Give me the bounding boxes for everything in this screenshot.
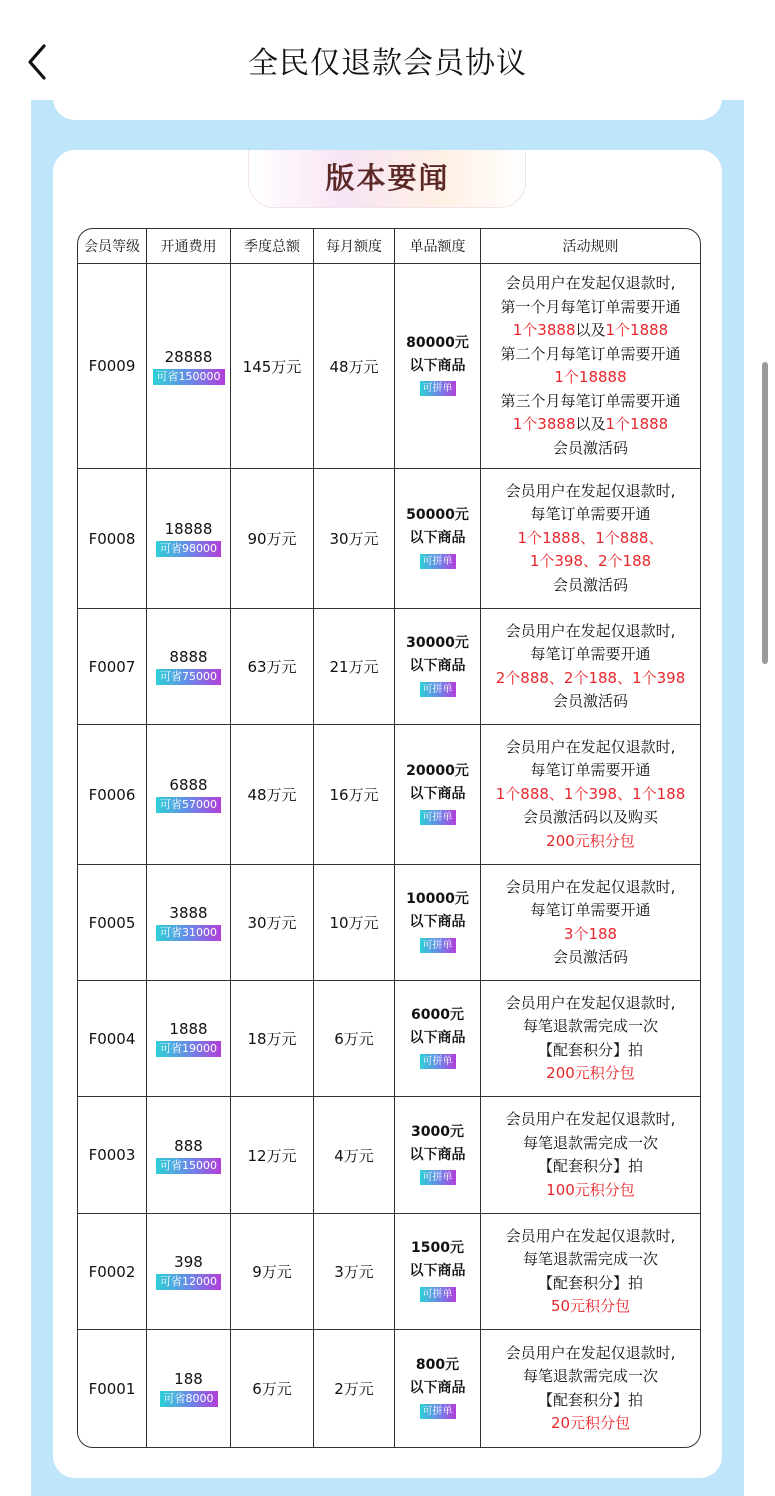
fee-value: 1888: [169, 1020, 208, 1038]
rule-line: [483, 923, 698, 947]
month-cell: 2万元: [314, 1330, 395, 1447]
rule-cell: [481, 1214, 700, 1330]
pin-badge: 可拼单: [420, 1404, 456, 1419]
fee-value: 18888: [164, 520, 213, 538]
rule-highlight: 100元积分包: [546, 1180, 635, 1199]
item-limit-label: 以下商品: [409, 1030, 466, 1046]
month-cell: 30万元: [314, 469, 395, 609]
rule-line: 会员用户在发起仅退款时,: [505, 621, 676, 640]
rule-line: 第二个月每笔订单需要开通: [500, 344, 681, 363]
quarter-cell: 18万元: [231, 981, 314, 1097]
rule-line: [483, 1412, 698, 1436]
table-row: [78, 1097, 700, 1214]
pin-badge: 可拼单: [420, 1054, 456, 1069]
rule-highlight: 50元积分包: [550, 1297, 631, 1315]
level-cell: F0002: [78, 1214, 147, 1330]
rule-cell: [481, 609, 700, 725]
rule-line: [483, 550, 698, 574]
fee-cell: [147, 1097, 231, 1214]
rule-line: [483, 413, 698, 437]
fee-value: 398: [174, 1253, 203, 1271]
table-header-row: [78, 229, 700, 264]
level-cell: F0004: [78, 981, 147, 1097]
rule-line: 每笔退款需完成一次: [522, 1250, 658, 1268]
item-limit-cell: [395, 609, 481, 725]
rule-line: 每笔退款需完成一次: [522, 1367, 658, 1385]
pin-badge: 可拼单: [420, 381, 456, 396]
item-limit-cell: [395, 1330, 481, 1447]
level-cell: F0001: [78, 1330, 147, 1447]
quarter-cell: 9万元: [231, 1214, 314, 1330]
rule-cell: [481, 1330, 700, 1447]
table-row: [78, 725, 700, 865]
save-badge: 可省19000: [156, 1041, 221, 1057]
item-limit-amount: 3000元: [411, 1123, 464, 1140]
quarter-cell: 12万元: [231, 1097, 314, 1214]
level-cell: F0003: [78, 1097, 147, 1214]
top-bar: [0, 0, 775, 100]
fee-cell: [147, 1214, 231, 1330]
rule-line: 会员激活码: [552, 438, 628, 457]
pin-badge: 可拼单: [420, 1170, 456, 1185]
rule-highlight: 200元积分包: [546, 1064, 635, 1082]
fee-value: 3888: [169, 904, 208, 922]
month-cell: 16万元: [314, 725, 395, 865]
item-limit-label: 以下商品: [409, 1380, 466, 1396]
table-row: [78, 981, 700, 1097]
section-title: 版本要闻: [325, 161, 450, 195]
table-row: [78, 1214, 700, 1330]
rule-line: [483, 1179, 698, 1203]
save-badge: 可省12000: [156, 1274, 221, 1290]
item-limit-amount: 6000元: [411, 1007, 464, 1023]
rule-text: 以及: [575, 321, 606, 339]
level-cell: F0006: [78, 725, 147, 865]
item-limit-amount: 1500元: [411, 1240, 464, 1256]
table-row: [78, 469, 700, 609]
rule-highlight: 1个1888、1个888、: [517, 528, 664, 547]
rule-line: 【配套积分】拍: [537, 1390, 643, 1409]
quarter-cell: 145万元: [231, 264, 314, 469]
rule-line: 每笔退款需完成一次: [522, 1017, 658, 1035]
fee-cell: [147, 725, 231, 865]
level-cell: F0007: [78, 609, 147, 725]
pin-badge: 可拼单: [420, 938, 456, 953]
rule-text: 以及: [575, 415, 606, 433]
rule-line: 会员用户在发起仅退款时,: [505, 877, 676, 896]
month-cell: 6万元: [314, 981, 395, 1097]
col-header-rules: 活动规则: [481, 229, 700, 264]
membership-table: [77, 228, 701, 1448]
rule-highlight: 1个18888: [554, 368, 627, 386]
rule-line: [483, 783, 698, 807]
item-limit-label: 以下商品: [409, 1263, 466, 1279]
item-limit-cell: [395, 725, 481, 865]
save-badge: 可省98000: [156, 541, 221, 557]
col-header-fee: 开通费用: [147, 229, 231, 264]
fee-value: 8888: [169, 648, 208, 666]
rule-line: 会员用户在发起仅退款时,: [505, 274, 676, 292]
rule-line: 会员激活码: [552, 692, 628, 710]
fee-cell: [147, 865, 231, 981]
quarter-cell: 30万元: [231, 865, 314, 981]
col-header-month: 每月额度: [314, 229, 395, 264]
rule-cell: [481, 981, 700, 1097]
item-limit-label: 以下商品: [409, 357, 466, 374]
col-header-item-limit: 单品额度: [395, 229, 481, 264]
rule-highlight: 1个1888: [605, 321, 669, 339]
item-limit-cell: [395, 1214, 481, 1330]
level-cell: F0008: [78, 469, 147, 609]
rule-line: 会员用户在发起仅退款时,: [505, 1110, 676, 1128]
rule-line: [483, 366, 698, 390]
rule-line: 每笔订单需要开通: [530, 645, 651, 663]
quarter-cell: 48万元: [231, 725, 314, 865]
item-limit-amount: 800元: [415, 1357, 460, 1373]
item-limit-amount: 50000元: [406, 507, 469, 523]
item-limit-cell: [395, 865, 481, 981]
item-limit-label: 以下商品: [409, 530, 466, 546]
rule-cell: [481, 469, 700, 609]
rule-highlight: 1个398、2个188: [529, 552, 652, 571]
rule-line: 会员激活码以及购买: [522, 808, 658, 827]
fee-value: 28888: [164, 347, 213, 366]
rule-line: 会员用户在发起仅退款时,: [505, 993, 676, 1012]
month-cell: 48万元: [314, 264, 395, 469]
month-cell: 21万元: [314, 609, 395, 725]
item-limit-label: 以下商品: [409, 658, 466, 674]
fee-cell: [147, 981, 231, 1097]
item-limit-amount: 80000元: [406, 334, 469, 351]
rule-line: 每笔退款需完成一次: [522, 1133, 658, 1152]
rule-line: 会员激活码: [552, 575, 628, 594]
save-badge: 可省31000: [156, 925, 221, 941]
rule-line: [483, 527, 698, 551]
fee-cell: [147, 1330, 231, 1447]
month-cell: 3万元: [314, 1214, 395, 1330]
item-limit-cell: [395, 469, 481, 609]
save-badge: 可省15000: [156, 1158, 221, 1174]
col-header-quarter: 季度总额: [231, 229, 314, 264]
rule-line: 会员激活码: [552, 948, 628, 966]
rule-line: 每笔订单需要开通: [530, 505, 651, 524]
rule-line: 每笔订单需要开通: [530, 901, 651, 919]
item-limit-cell: [395, 1097, 481, 1214]
quarter-cell: 90万元: [231, 469, 314, 609]
rule-line: [483, 830, 698, 854]
rule-cell: [481, 865, 700, 981]
rule-line: 第一个月每笔订单需要开通: [500, 297, 681, 316]
rule-highlight: 20元积分包: [550, 1414, 631, 1432]
table-row: [78, 264, 700, 469]
item-limit-amount: 10000元: [406, 891, 469, 907]
rule-cell: [481, 725, 700, 865]
page-title: 全民仅退款会员协议: [248, 46, 527, 81]
table-row: [78, 609, 700, 725]
item-limit-label: 以下商品: [409, 786, 466, 802]
fee-value: 188: [174, 1370, 203, 1388]
rule-line: 第三个月每笔订单需要开通: [500, 391, 681, 410]
rule-line: [483, 1062, 698, 1086]
rule-line: 【配套积分】拍: [537, 1040, 643, 1059]
rule-line: 会员用户在发起仅退款时,: [505, 737, 676, 756]
rule-line: 会员用户在发起仅退款时,: [505, 481, 676, 500]
save-badge: 可省150000: [153, 369, 225, 385]
quarter-cell: 63万元: [231, 609, 314, 725]
table-row: [78, 865, 700, 981]
rule-highlight: 3个188: [563, 924, 618, 943]
level-cell: F0005: [78, 865, 147, 981]
table-row: [78, 1330, 700, 1447]
rule-line: [483, 1295, 698, 1319]
rule-highlight: 2个888、2个188、1个398: [495, 668, 686, 687]
rule-line: 【配套积分】拍: [537, 1273, 643, 1292]
rule-line: 每笔订单需要开通: [530, 761, 651, 780]
item-limit-label: 以下商品: [409, 914, 466, 930]
pin-badge: 可拼单: [420, 554, 456, 569]
rule-highlight: 1个3888: [512, 321, 576, 339]
pin-badge: 可拼单: [420, 682, 456, 697]
rule-highlight: 200元积分包: [546, 831, 635, 850]
previous-card: [53, 90, 722, 120]
rule-cell: [481, 1097, 700, 1214]
month-cell: 10万元: [314, 865, 395, 981]
save-badge: 可省75000: [156, 669, 221, 685]
fee-cell: [147, 264, 231, 469]
save-badge: 可省57000: [156, 797, 221, 813]
rule-highlight: 1个3888: [512, 415, 576, 433]
rule-line: 会员用户在发起仅退款时,: [505, 1343, 676, 1362]
rule-line: 会员用户在发起仅退款时,: [505, 1226, 676, 1245]
pin-badge: 可拼单: [420, 1287, 456, 1302]
fee-value: 6888: [169, 776, 208, 794]
rule-line: 【配套积分】拍: [537, 1157, 643, 1175]
scrollbar[interactable]: [762, 362, 768, 664]
rule-line: [483, 319, 698, 343]
rule-line: [483, 667, 698, 691]
rule-highlight: 1个888、1个398、1个188: [495, 784, 686, 803]
item-limit-cell: [395, 981, 481, 1097]
item-limit-amount: 20000元: [406, 763, 469, 779]
level-cell: F0009: [78, 264, 147, 469]
quarter-cell: 6万元: [231, 1330, 314, 1447]
rule-highlight: 1个1888: [605, 415, 669, 433]
item-limit-label: 以下商品: [409, 1146, 466, 1163]
month-cell: 4万元: [314, 1097, 395, 1214]
item-limit-amount: 30000元: [406, 635, 469, 651]
fee-cell: [147, 469, 231, 609]
pin-badge: 可拼单: [420, 810, 456, 825]
rule-cell: [481, 264, 700, 469]
col-header-level: 会员等级: [78, 229, 147, 264]
fee-cell: [147, 609, 231, 725]
item-limit-cell: [395, 264, 481, 469]
save-badge: 可省8000: [160, 1391, 218, 1407]
fee-value: 888: [174, 1136, 203, 1155]
